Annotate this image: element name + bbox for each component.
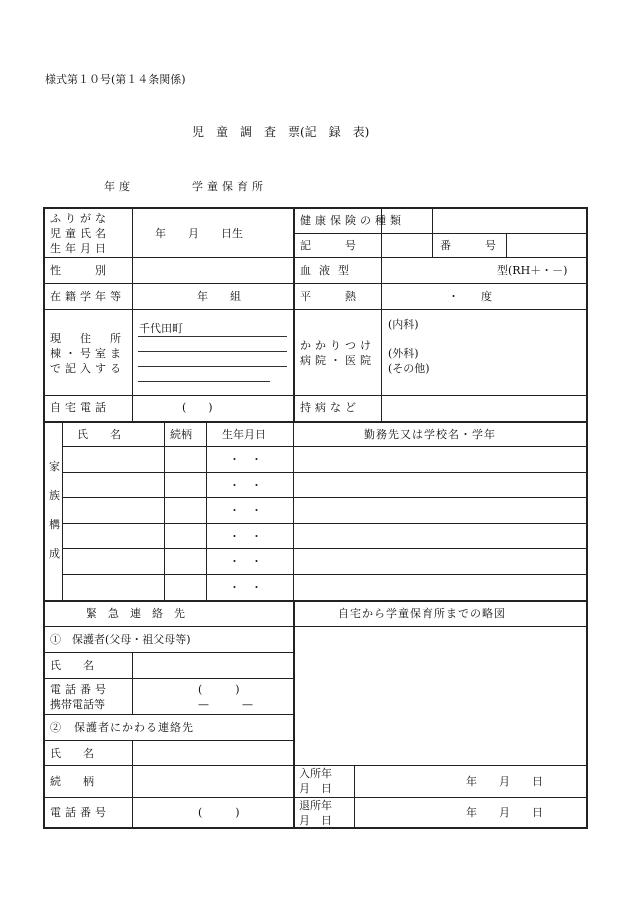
clinic-label-2: 病院・医院 bbox=[300, 354, 375, 367]
family-date-6[interactable]: ・ ・ bbox=[229, 581, 262, 594]
alt-phone-label: 電話番号 bbox=[50, 806, 110, 819]
address-label-3: で記入する bbox=[50, 362, 125, 375]
temp-label: 平 熱 bbox=[300, 290, 360, 303]
furigana-label: ふりがな bbox=[50, 212, 110, 225]
family-date-1[interactable]: ・ ・ bbox=[229, 453, 262, 466]
address-line-2 bbox=[138, 351, 287, 352]
insurance-type-label: 健康保険の種類 bbox=[300, 214, 405, 227]
address-line-1 bbox=[138, 336, 287, 337]
alt-contact-heading: ② 保護者にかわる連絡先 bbox=[50, 721, 194, 734]
blood-value[interactable]: 型(RH＋・－) bbox=[497, 264, 568, 277]
family-label-1: 家 bbox=[49, 460, 60, 473]
birth-placeholder[interactable]: 年 月 日生 bbox=[155, 227, 243, 240]
alt-phone-placeholder[interactable]: ( ) bbox=[198, 806, 240, 819]
alt-name-label: 氏 名 bbox=[50, 747, 94, 760]
birth-label: 生年月日 bbox=[50, 242, 110, 255]
guardian-heading: ① 保護者(父母・祖父母等) bbox=[50, 633, 191, 646]
family-date-3[interactable]: ・ ・ bbox=[229, 504, 262, 517]
illness-label: 持病など bbox=[300, 401, 360, 414]
home-phone-label: 自宅電話 bbox=[50, 401, 110, 414]
family-col-birth: 生年月日 bbox=[222, 428, 266, 441]
address-label-1: 現 住 所 bbox=[50, 332, 125, 345]
family-col-work: 勤務先又は学校名・学年 bbox=[364, 428, 496, 441]
clinic-surgery: (外科) bbox=[388, 347, 419, 360]
facility-label: 学童保育所 bbox=[192, 180, 267, 193]
family-label-2: 族 bbox=[49, 489, 60, 502]
home-phone-placeholder[interactable]: ( ) bbox=[182, 401, 213, 414]
map-title: 自宅から学童保育所までの略図 bbox=[338, 607, 506, 620]
relation-label: 続 柄 bbox=[50, 775, 94, 788]
blood-label: 血液型 bbox=[300, 264, 357, 277]
emergency-title: 緊 急 連 絡 先 bbox=[86, 607, 185, 620]
enter-label-1: 入所年 bbox=[299, 767, 332, 780]
enter-label-2: 月 日 bbox=[299, 782, 332, 795]
address-value[interactable]: 千代田町 bbox=[139, 322, 183, 335]
guardian-mobile-label: 携帯電話等 bbox=[50, 698, 105, 711]
clinic-label-1: かかりつけ bbox=[300, 339, 375, 352]
grade-label: 在籍学年等 bbox=[50, 290, 125, 303]
address-line-4 bbox=[138, 381, 270, 382]
leave-label-2: 月 日 bbox=[299, 814, 332, 827]
family-date-2[interactable]: ・ ・ bbox=[229, 479, 262, 492]
leave-date[interactable]: 年 月 日 bbox=[466, 806, 543, 819]
temp-value[interactable]: ・ 度 bbox=[448, 290, 492, 303]
address-line-3 bbox=[138, 366, 287, 367]
year-label: 年度 bbox=[104, 180, 134, 193]
family-label-4: 成 bbox=[49, 547, 60, 560]
page-title: 児 童 調 査 票(記 録 表) bbox=[192, 125, 370, 139]
enter-date[interactable]: 年 月 日 bbox=[466, 775, 543, 788]
family-col-relation: 続柄 bbox=[170, 428, 192, 441]
gender-label: 性 別 bbox=[50, 264, 110, 277]
symbol-label: 記 号 bbox=[300, 239, 360, 252]
guardian-phone-placeholder[interactable]: ( ) bbox=[198, 683, 240, 696]
leave-label-1: 退所年 bbox=[299, 799, 332, 812]
guardian-phone-label: 電話番号 bbox=[50, 683, 110, 696]
clinic-other: (その他) bbox=[388, 362, 430, 375]
family-date-4[interactable]: ・ ・ bbox=[229, 530, 262, 543]
number-label: 番 号 bbox=[440, 239, 500, 252]
family-date-5[interactable]: ・ ・ bbox=[229, 555, 262, 568]
guardian-mobile-placeholder[interactable]: — — bbox=[198, 698, 253, 711]
guardian-name-label: 氏 名 bbox=[50, 659, 94, 672]
grade-placeholder[interactable]: 年 組 bbox=[197, 290, 241, 303]
child-name-label: 児童氏名 bbox=[50, 227, 110, 240]
address-label-2: 棟・号室ま bbox=[50, 347, 125, 360]
family-col-name: 氏 名 bbox=[77, 428, 121, 441]
family-label-3: 構 bbox=[49, 518, 60, 531]
clinic-internal: (内科) bbox=[388, 318, 419, 331]
form-number: 様式第１０号(第１４条関係) bbox=[45, 73, 186, 86]
